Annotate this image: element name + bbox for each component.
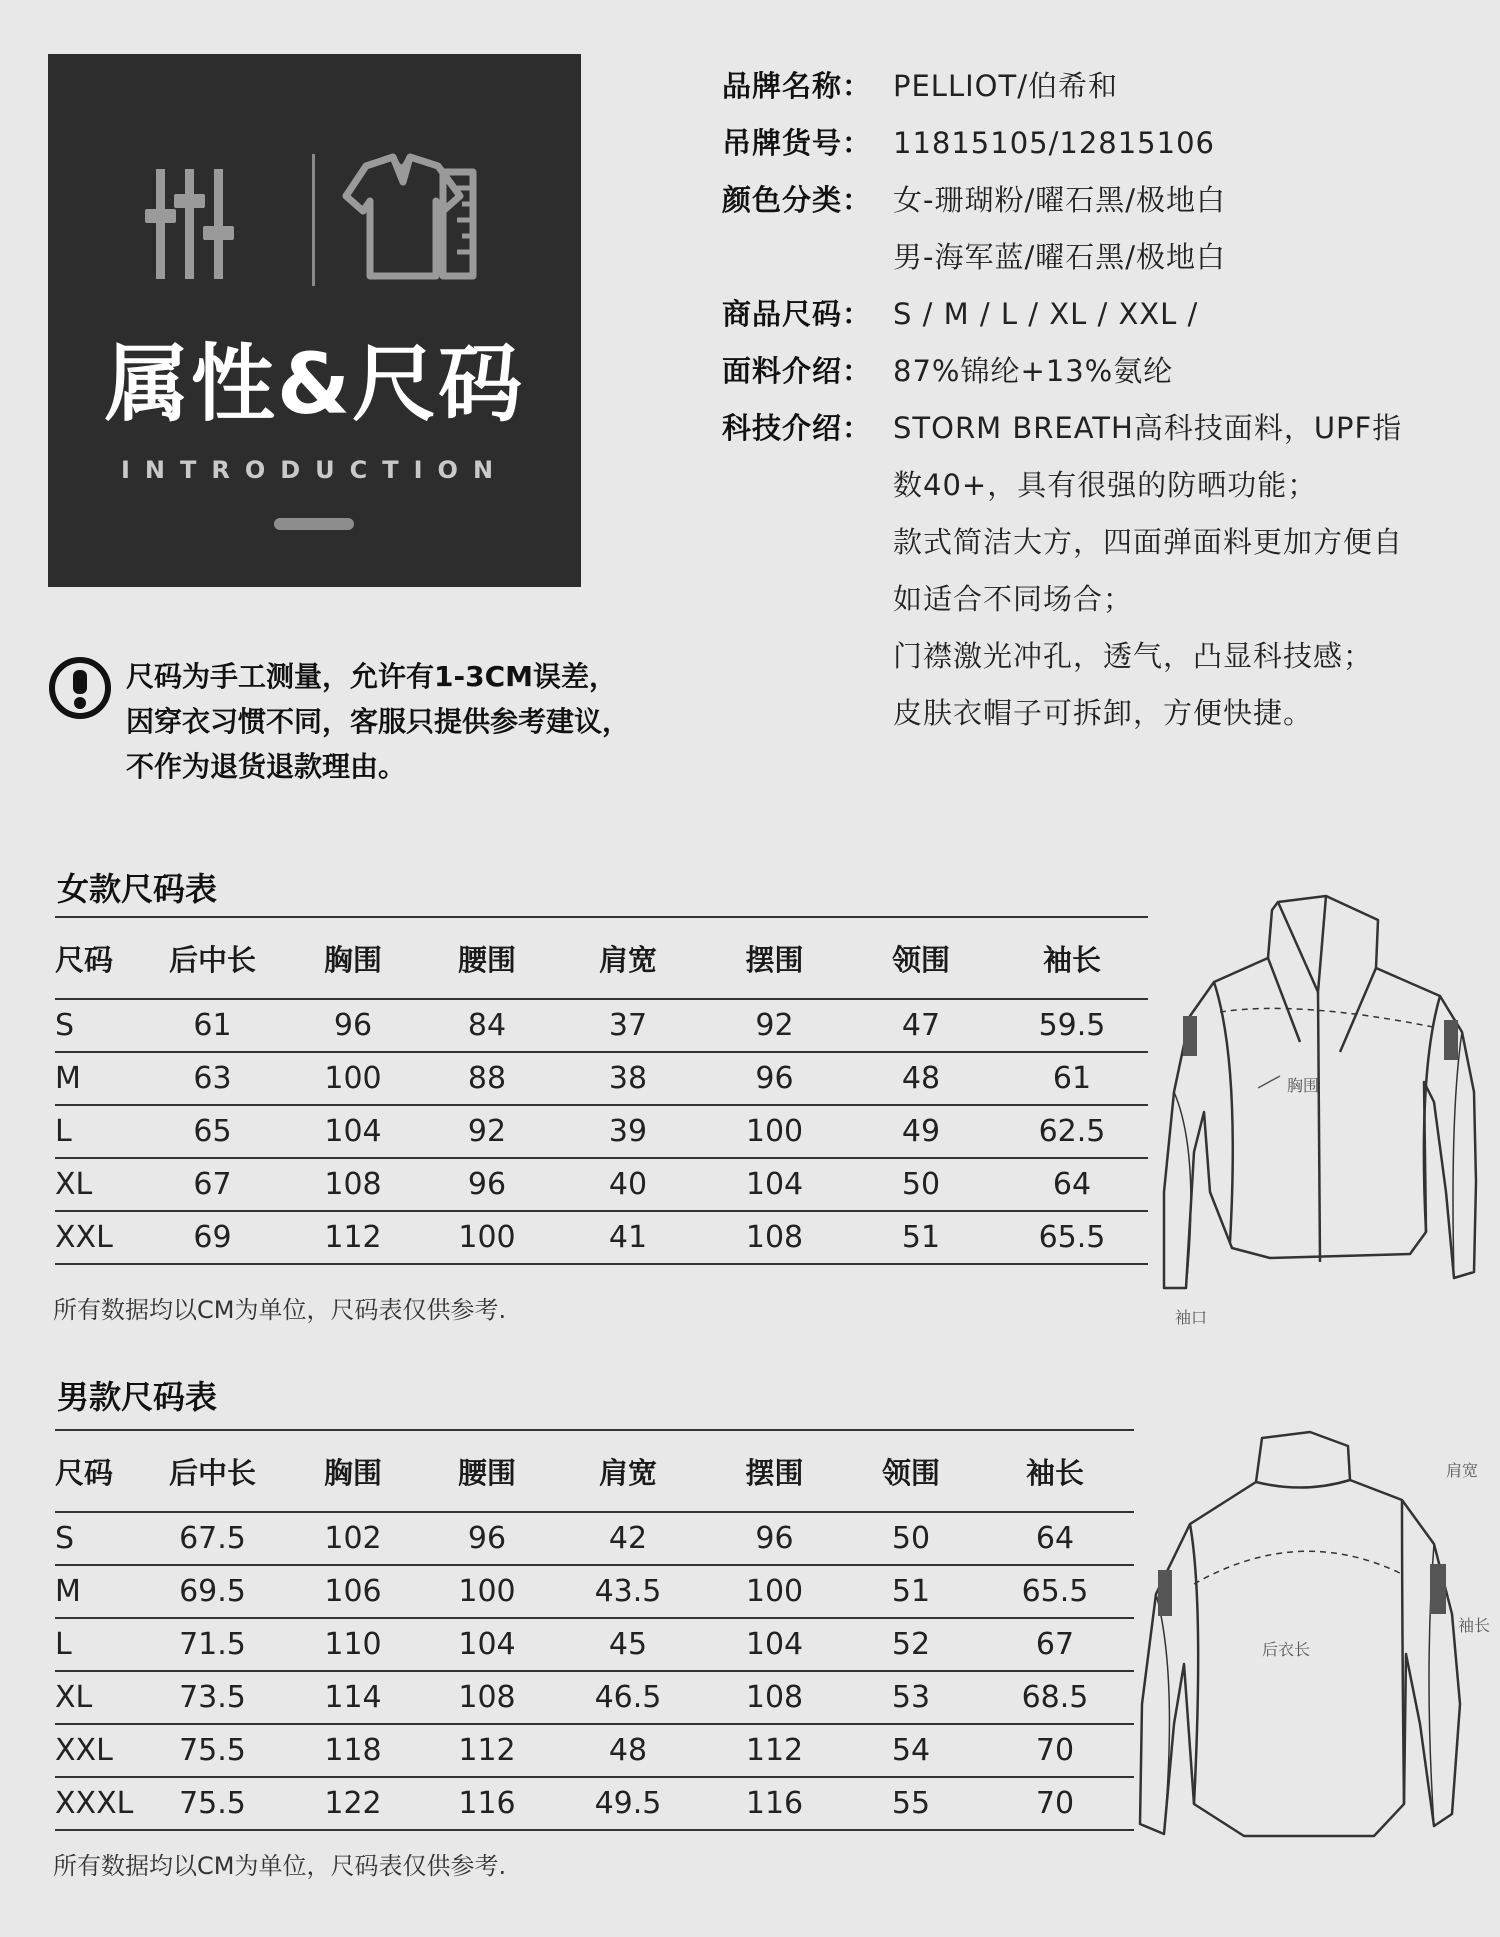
table-cell: 73.5 (140, 1671, 285, 1724)
table-cell: 112 (285, 1211, 421, 1264)
men-size-table (55, 1429, 1134, 1831)
table-row (55, 1724, 1134, 1777)
table-cell: L (55, 1105, 140, 1158)
table-cell: 102 (285, 1512, 421, 1565)
table-cell: 104 (703, 1158, 846, 1211)
badge-divider-bar (274, 518, 354, 530)
table-cell: M (55, 1052, 140, 1105)
table-cell: 40 (553, 1158, 703, 1211)
table-cell: 64 (976, 1512, 1134, 1565)
column-header: 肩宽 (553, 1430, 703, 1512)
table-cell: 65.5 (976, 1565, 1134, 1618)
attr-value: S / M / L / XL / XXL / (893, 297, 1199, 331)
table-row (55, 1618, 1134, 1671)
attr-technology (722, 400, 1482, 742)
table-cell: 67 (140, 1158, 285, 1211)
attr-value: 款式简洁大方，四面弹面料更加方便自 (893, 525, 1404, 559)
table-cell: 39 (553, 1105, 703, 1158)
table-cell: 108 (703, 1211, 846, 1264)
table-cell: 112 (703, 1724, 846, 1777)
notice-line: 不作为退货退款理由。 (126, 750, 407, 783)
women-jacket-front-diagram (1150, 892, 1480, 1322)
label-chest: 胸围 (1287, 1076, 1320, 1095)
table-cell: 48 (553, 1724, 703, 1777)
attr-value: 87%锦纶+13%氨纶 (893, 354, 1174, 388)
table-cell: XXL (55, 1211, 140, 1264)
table-cell: 96 (703, 1512, 846, 1565)
table-cell: 116 (703, 1777, 846, 1830)
badge-title: 属性&尺码 (104, 335, 525, 433)
table-cell: 67 (976, 1618, 1134, 1671)
table-cell: 96 (421, 1512, 553, 1565)
table-cell: 59.5 (996, 999, 1148, 1052)
table-cell: 100 (703, 1565, 846, 1618)
table-cell: M (55, 1565, 140, 1618)
attr-value: 门襟激光冲孔，透气，凸显科技感； (893, 639, 1374, 673)
column-header: 领围 (846, 917, 996, 999)
table-header-row (55, 917, 1148, 999)
table-cell: 110 (285, 1618, 421, 1671)
attr-value: 数40+，具有很强的防晒功能； (893, 468, 1318, 502)
table-cell: 114 (285, 1671, 421, 1724)
table-row (55, 999, 1148, 1052)
column-header: 尺码 (55, 1430, 140, 1512)
table-cell: 64 (996, 1158, 1148, 1211)
table-cell: 100 (421, 1565, 553, 1618)
column-header: 袖长 (996, 917, 1148, 999)
attr-key: 颜色分类： (722, 183, 873, 217)
attr-key: 品牌名称： (722, 69, 873, 103)
attr-value: 女-珊瑚粉/曜石黑/极地白 (893, 183, 1227, 217)
attr-key: 面料介绍： (722, 354, 873, 388)
table-row (55, 1671, 1134, 1724)
notice-line: 尺码为手工测量，允许有1-3CM误差， (126, 660, 617, 693)
column-header: 摆围 (703, 1430, 846, 1512)
table-cell: 46.5 (553, 1671, 703, 1724)
table-cell: 108 (703, 1671, 846, 1724)
table-cell: S (55, 1512, 140, 1565)
attr-key: 科技介绍： (722, 411, 873, 445)
table-cell: 100 (703, 1105, 846, 1158)
column-header: 后中长 (140, 917, 285, 999)
table-cell: 49.5 (553, 1777, 703, 1830)
table-cell: 106 (285, 1565, 421, 1618)
table-cell: 41 (553, 1211, 703, 1264)
table-cell: 69 (140, 1211, 285, 1264)
table-cell: S (55, 999, 140, 1052)
table-cell: 92 (703, 999, 846, 1052)
measurement-notice (126, 654, 630, 789)
table-cell: 96 (285, 999, 421, 1052)
table-cell: 118 (285, 1724, 421, 1777)
table-cell: 108 (421, 1671, 553, 1724)
table-cell: XXL (55, 1724, 140, 1777)
men-table-title: 男款尺码表 (57, 1378, 218, 1416)
table-cell: 55 (846, 1777, 976, 1830)
table-cell: 75.5 (140, 1724, 285, 1777)
table-cell: 47 (846, 999, 996, 1052)
label-sleeve: 袖长 (1458, 1616, 1491, 1635)
table-cell: 108 (285, 1158, 421, 1211)
column-header: 腰围 (421, 1430, 553, 1512)
table-cell: 68.5 (976, 1671, 1134, 1724)
table-row (55, 1105, 1148, 1158)
table-row (55, 1158, 1148, 1211)
table-cell: 92 (421, 1105, 553, 1158)
column-header: 袖长 (976, 1430, 1134, 1512)
table-cell: 45 (553, 1618, 703, 1671)
table-cell: 67.5 (140, 1512, 285, 1565)
women-table-footnote: 所有数据均以CM为单位，尺码表仅供参考. (53, 1296, 507, 1324)
attr-colors (722, 172, 1482, 286)
table-cell: 37 (553, 999, 703, 1052)
table-cell: 84 (421, 999, 553, 1052)
table-cell: XL (55, 1671, 140, 1724)
table-cell: 96 (703, 1052, 846, 1105)
table-cell: 43.5 (553, 1565, 703, 1618)
attr-value: 如适合不同场合； (893, 582, 1134, 616)
table-cell: 54 (846, 1724, 976, 1777)
column-header: 尺码 (55, 917, 140, 999)
attr-item-no (722, 115, 1482, 172)
women-table-title: 女款尺码表 (57, 870, 218, 908)
table-cell: 48 (846, 1052, 996, 1105)
table-cell: 88 (421, 1052, 553, 1105)
sliders-icon (48, 54, 581, 587)
table-cell: 42 (553, 1512, 703, 1565)
table-cell: 51 (846, 1211, 996, 1264)
table-cell: 61 (140, 999, 285, 1052)
table-cell: 62.5 (996, 1105, 1148, 1158)
table-cell: 65 (140, 1105, 285, 1158)
attr-brand (722, 58, 1482, 115)
column-header: 胸围 (285, 1430, 421, 1512)
header-badge (48, 54, 581, 587)
attr-value: STORM BREATH高科技面料，UPF指 (893, 411, 1403, 445)
product-attributes (722, 58, 1482, 742)
table-cell: 50 (846, 1158, 996, 1211)
column-header: 摆围 (703, 917, 846, 999)
table-cell: 70 (976, 1724, 1134, 1777)
table-cell: 75.5 (140, 1777, 285, 1830)
table-cell: 38 (553, 1052, 703, 1105)
table-cell: XL (55, 1158, 140, 1211)
table-cell: 100 (421, 1211, 553, 1264)
table-cell: 63 (140, 1052, 285, 1105)
table-cell: 100 (285, 1052, 421, 1105)
shirt-ruler-icon (346, 157, 473, 276)
women-size-table (55, 916, 1148, 1265)
table-row (55, 1565, 1134, 1618)
label-back-length: 后衣长 (1262, 1640, 1311, 1659)
table-row (55, 1777, 1134, 1830)
table-row (55, 1211, 1148, 1264)
table-cell: 61 (996, 1052, 1148, 1105)
table-cell: 104 (285, 1105, 421, 1158)
label-shoulder: 肩宽 (1446, 1461, 1479, 1480)
attr-value: 男-海军蓝/曜石黑/极地白 (893, 240, 1227, 274)
attr-value: 皮肤衣帽子可拆卸，方便快捷。 (893, 696, 1314, 730)
column-header: 领围 (846, 1430, 976, 1512)
table-cell: 69.5 (140, 1565, 285, 1618)
table-cell: 104 (421, 1618, 553, 1671)
table-cell: 104 (703, 1618, 846, 1671)
table-header-row (55, 1430, 1134, 1512)
column-header: 腰围 (421, 917, 553, 999)
table-cell: 122 (285, 1777, 421, 1830)
column-header: 后中长 (140, 1430, 285, 1512)
table-cell: 53 (846, 1671, 976, 1724)
table-cell: 50 (846, 1512, 976, 1565)
table-cell: 112 (421, 1724, 553, 1777)
table-cell: 51 (846, 1565, 976, 1618)
table-cell: 71.5 (140, 1618, 285, 1671)
notice-line: 因穿衣习惯不同，客服只提供参考建议， (126, 705, 631, 738)
attr-key: 吊牌货号： (722, 126, 873, 160)
column-header: 肩宽 (553, 917, 703, 999)
badge-subtitle: INTRODUCTION (120, 456, 509, 484)
column-header: 胸围 (285, 917, 421, 999)
attr-fabric (722, 343, 1482, 400)
table-cell: 96 (421, 1158, 553, 1211)
table-cell: 65.5 (996, 1211, 1148, 1264)
table-cell: XXXL (55, 1777, 140, 1830)
table-row (55, 1512, 1134, 1565)
attr-value: 11815105/12815106 (893, 126, 1215, 160)
label-cuff: 袖口 (1175, 1308, 1208, 1327)
exclamation-icon (48, 656, 112, 720)
table-cell: 52 (846, 1618, 976, 1671)
table-cell: L (55, 1618, 140, 1671)
attr-sizes (722, 286, 1482, 343)
table-row (55, 1052, 1148, 1105)
table-cell: 116 (421, 1777, 553, 1830)
table-cell: 49 (846, 1105, 996, 1158)
men-table-footnote: 所有数据均以CM为单位，尺码表仅供参考. (53, 1852, 507, 1880)
attr-key: 商品尺码： (722, 297, 873, 331)
attr-value: PELLIOT/伯希和 (893, 69, 1118, 103)
table-cell: 70 (976, 1777, 1134, 1830)
